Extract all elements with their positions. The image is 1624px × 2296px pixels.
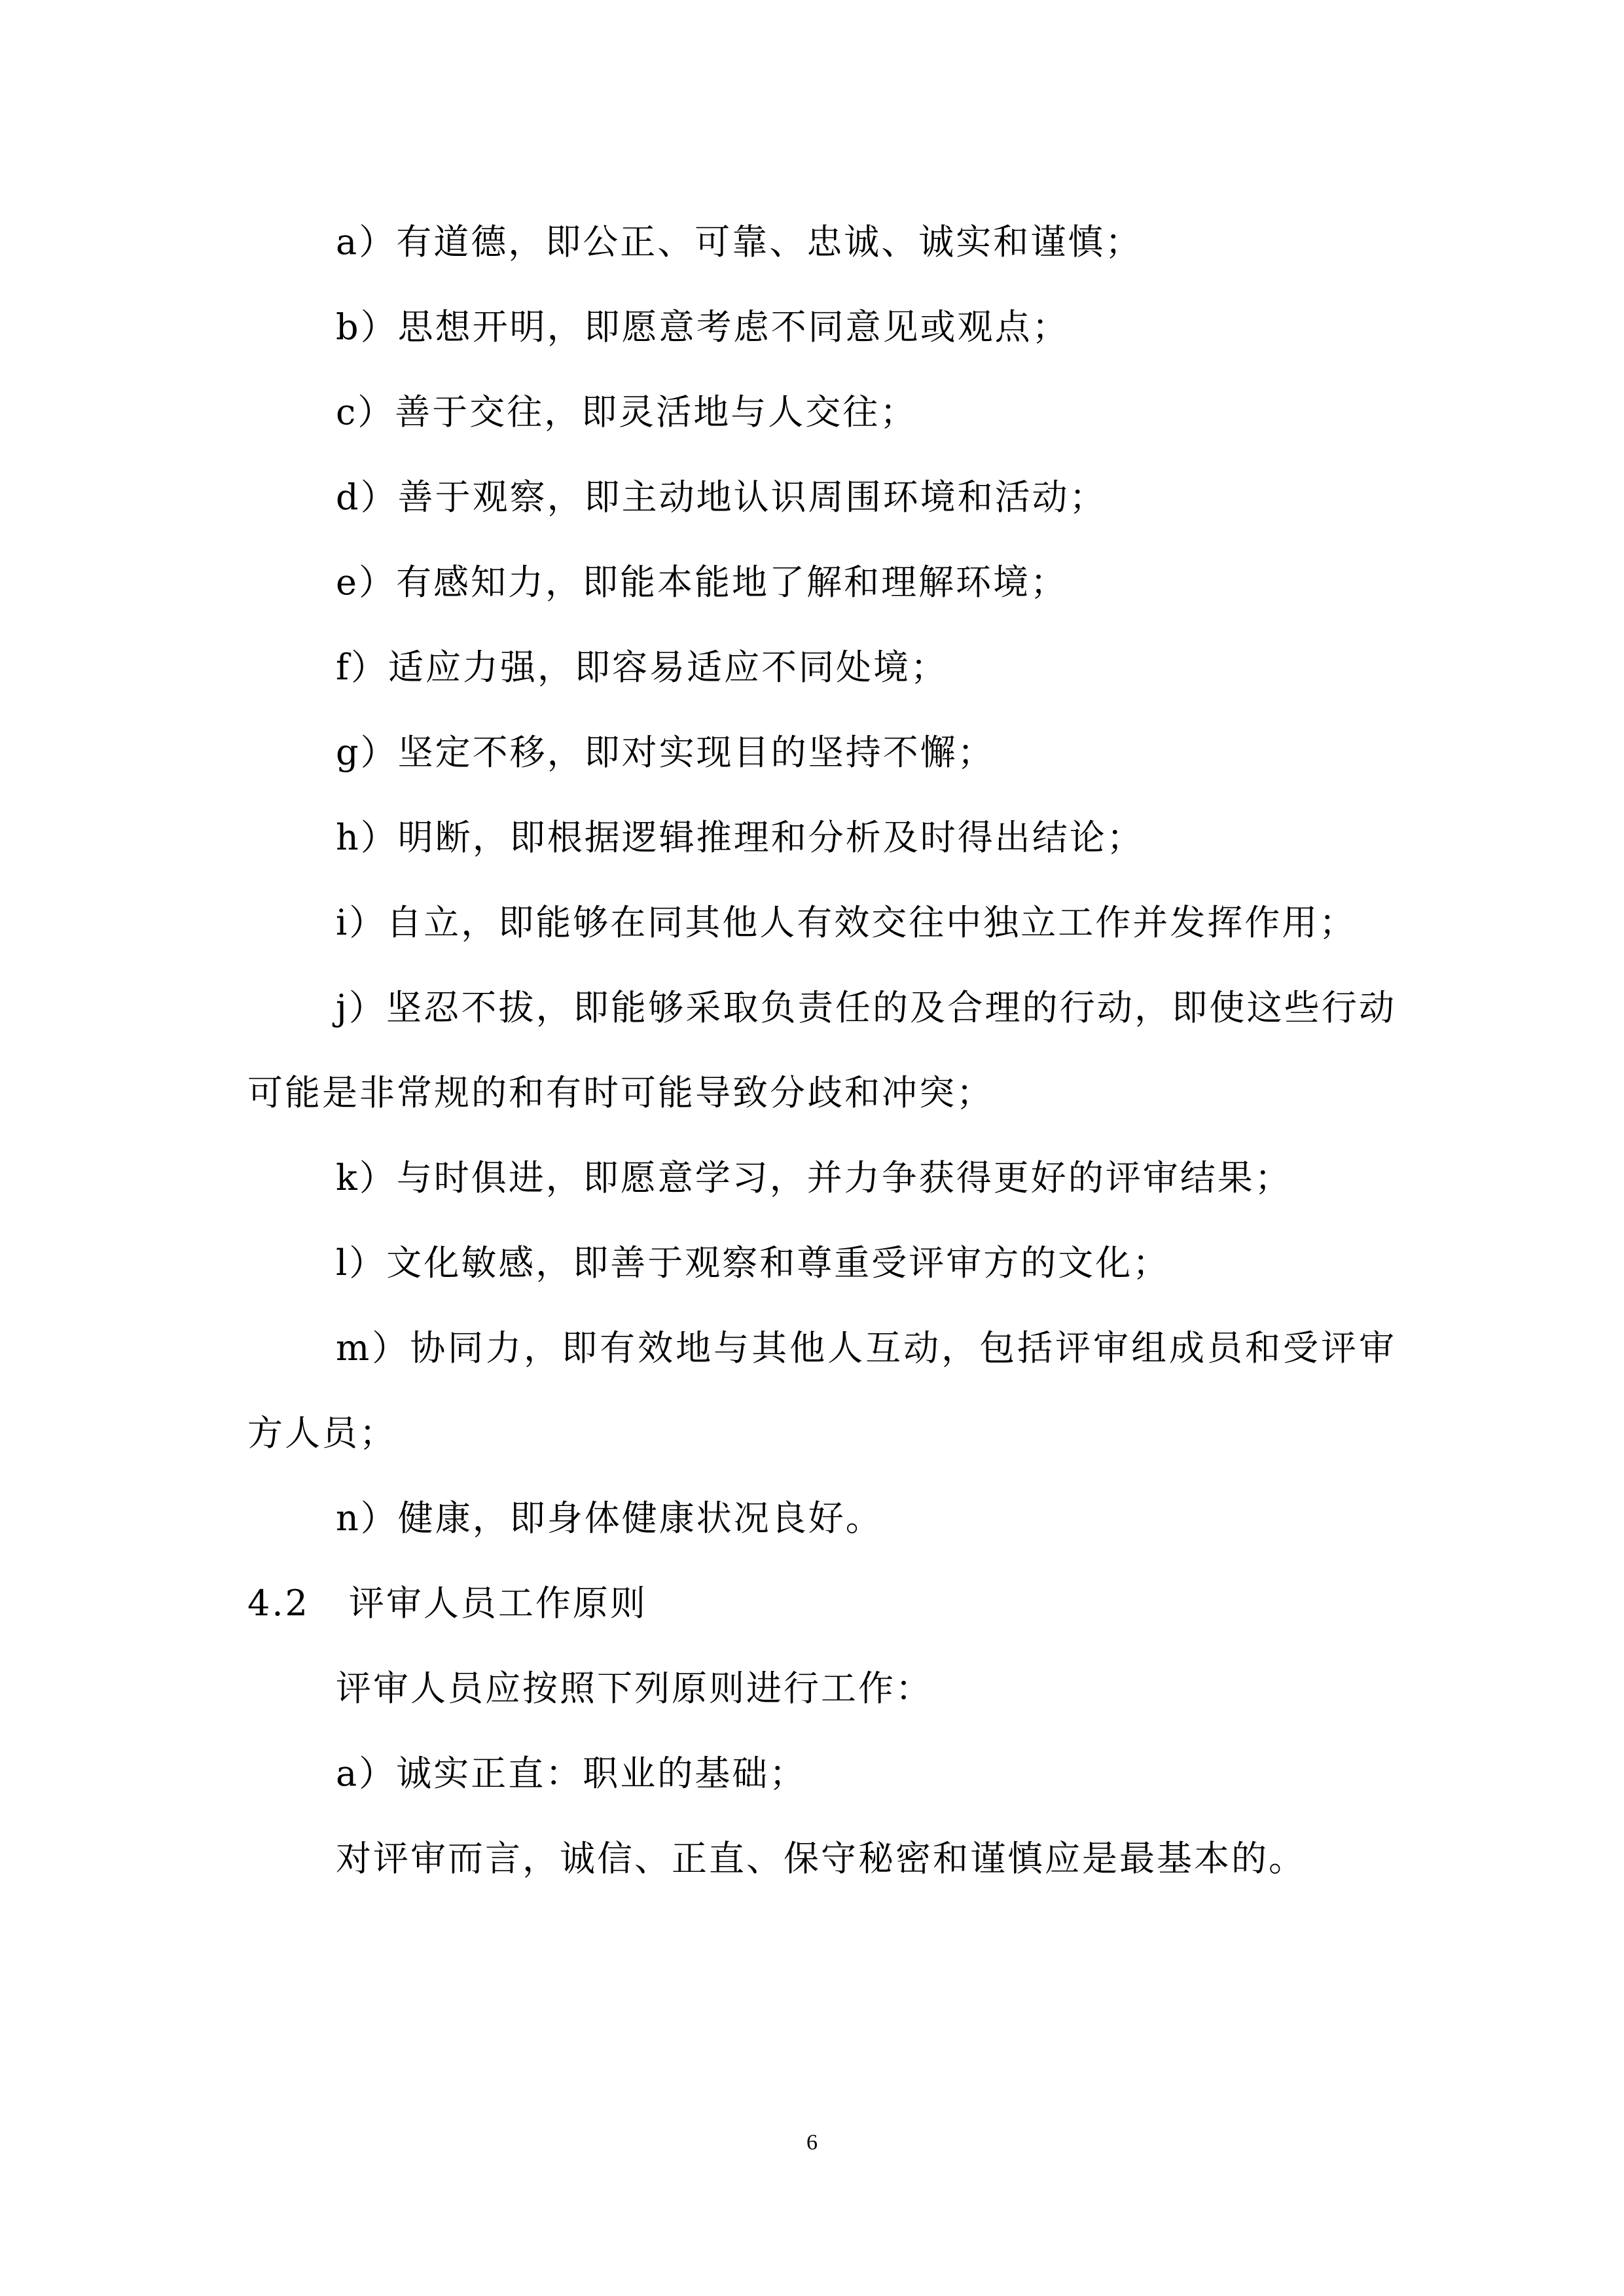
list-item-m: m）协同力，即有效地与其他人互动，包括评审组成员和受评审方人员； [247,1327,1396,1454]
page-content [247,200,1396,1901]
list-item-e: e）有感知力，即能本能地了解和理解环境； [336,562,1068,603]
list-item-f: f）适应力强，即容易适应不同处境； [336,647,948,688]
section-intro: 评审人员应按照下列原则进行工作： [336,1668,933,1709]
section-heading [247,1561,1396,1646]
section-number: 4.2 [247,1583,310,1624]
principle-a-text: 对评审而言，诚信、正直、保守秘密和谨慎应是最基本的。 [336,1838,1306,1879]
list-item-k: k）与时俱进，即愿意学习，并力争获得更好的评审结果； [336,1157,1292,1198]
list-item-g: g）坚定不移，即对实现目的坚持不懈； [336,732,995,773]
list-item-h: h）明断，即根据逻辑推理和分析及时得出结论； [336,817,1144,858]
list-item-n: n）健康，即身体健康状况良好。 [336,1498,883,1539]
list-item-a: a）有道德，即公正、可靠、忠诚、诚实和谨慎； [336,221,1143,262]
page-number: 6 [806,2130,818,2155]
list-item-d: d）善于观察，即主动地认识周围环境和活动； [336,476,1107,518]
list-item-b: b）思想开明，即愿意考虑不同意见或观点； [336,306,1070,348]
list-item-c: c）善于交往，即灵活地与人交往； [336,391,918,433]
principle-a: a）诚实正直：职业的基础； [336,1753,807,1794]
section-title: 评审人员工作原则 [348,1583,647,1624]
list-item-j: j）坚忍不拔，即能够采取负责任的及合理的行动，即使这些行动可能是非常规的和有时可能导致分歧和冲突； [247,987,1396,1113]
list-item-i: i）自立，即能够在同其他人有效交往中独立工作并发挥作用； [336,902,1357,943]
list-item-l: l）文化敏感，即善于观察和尊重受评审方的文化； [336,1242,1170,1283]
